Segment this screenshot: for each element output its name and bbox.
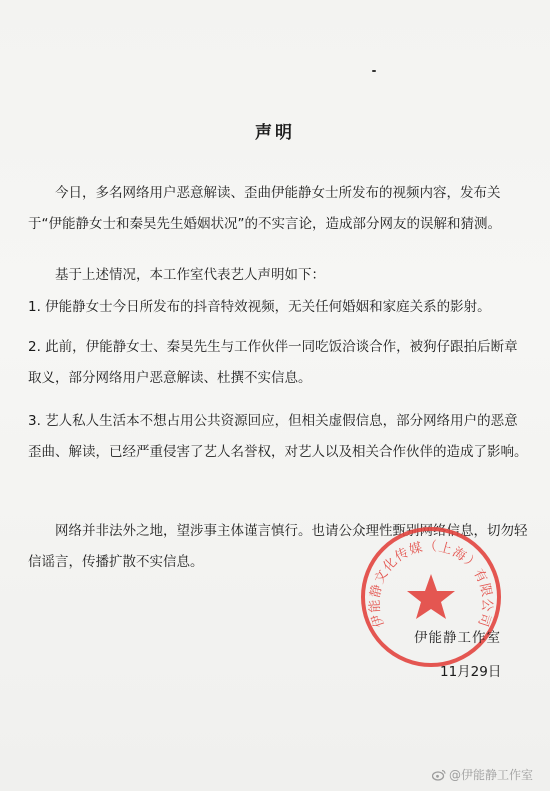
watermark-text: @伊能静工作室 bbox=[449, 768, 534, 782]
weibo-icon bbox=[432, 769, 446, 781]
company-seal bbox=[356, 522, 506, 672]
statement-item-3: 3. 艺人私人生活本不想占用公共资源回应，但相关虚假信息，部分网络用户的恶意歪曲、解读，已经严重侵害了艺人名誉权，对艺人以及相关合作伙伴的造成了影响。 bbox=[28, 413, 528, 460]
scan-speck bbox=[372, 70, 376, 72]
signature: 伊能静工作室 bbox=[414, 630, 501, 646]
paragraph-closing: 网络并非法外之地，望涉事主体谨言慎行。也请公众理性甄别网络信息，切勿轻信谣言，传播扩散不实信息。 bbox=[28, 523, 528, 570]
star-icon bbox=[407, 574, 455, 619]
statement-item-2: 2. 此前，伊能静女士、秦昊先生与工作伙伴一同吃饭洽谈合作，被狗仔跟拍后断章取义，部分网络用户恶意解读、杜撰不实信息。 bbox=[28, 339, 518, 386]
paragraph-intro: 今日，多名网络用户恶意解读、歪曲伊能静女士所发布的视频内容，发布关于“伊能静女士和秦昊先生婚姻状况”的不实言论，造成部分网友的误解和猜测。 bbox=[28, 185, 501, 232]
statement-item-1: 1. 伊能静女士今日所发布的抖音特效视频，无关任何婚姻和家庭关系的影射。 bbox=[28, 299, 491, 315]
date: 11月29日 bbox=[440, 664, 502, 680]
weibo-watermark bbox=[432, 766, 533, 783]
document-title: 声明 bbox=[255, 123, 295, 143]
paragraph-statement-lead: 基于上述情况，本工作室代表艺人声明如下： bbox=[55, 267, 325, 283]
seal-text: 伊能静文化传媒（上海）有限公司 bbox=[367, 539, 495, 630]
